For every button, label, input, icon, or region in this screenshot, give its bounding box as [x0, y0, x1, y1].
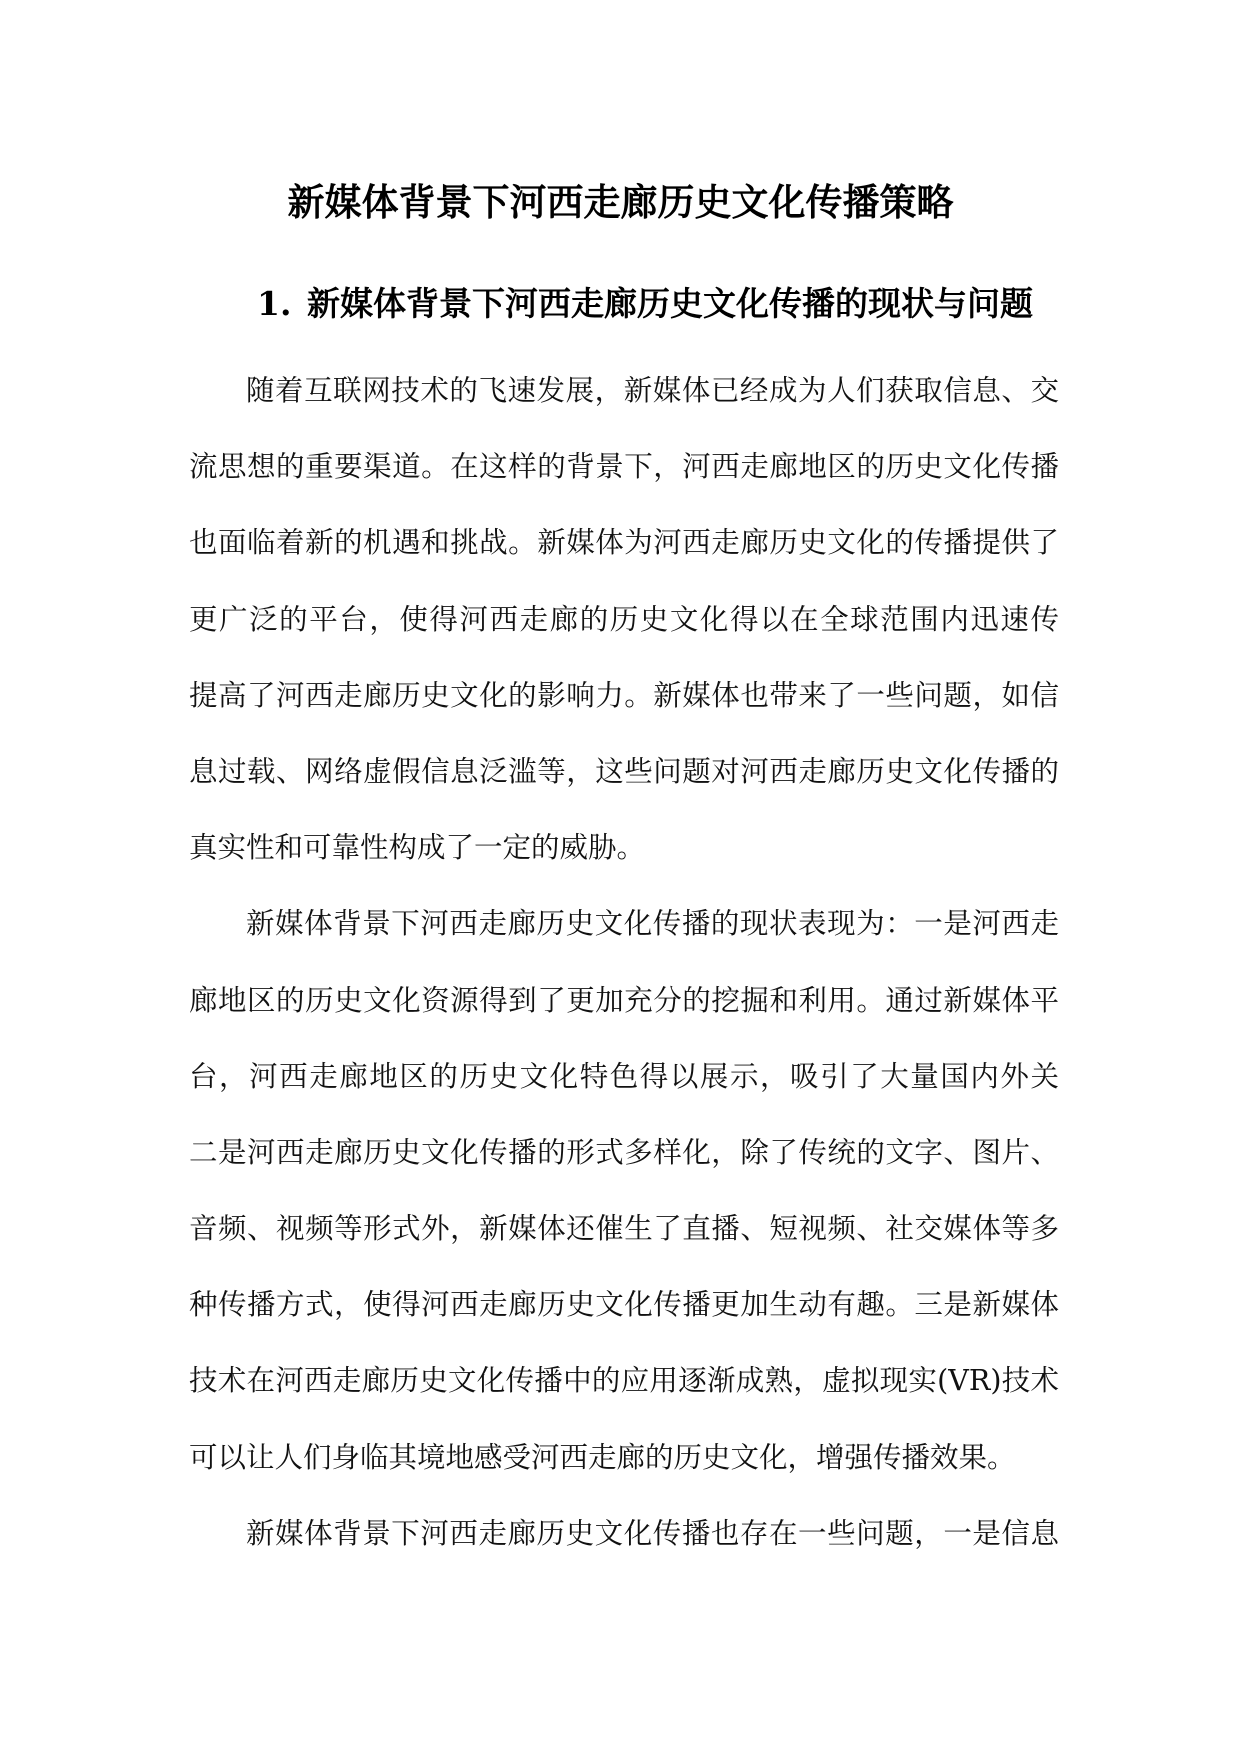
- section-heading-text: 新媒体背景下河西走廊历史文化传播的现状与问题: [307, 284, 1033, 323]
- paragraph-1-line: 息过载、网络虚假信息泛滥等，这些问题对河西走廊历史文化传播的: [189, 754, 1059, 788]
- section-heading: [257, 280, 1057, 328]
- body-text: [189, 353, 1059, 1572]
- paragraph-1-line: 更广泛的平台，使得河西走廊的历史文化得以在全球范围内迅速传: [189, 602, 1059, 636]
- paragraph-2-line: 技术在河西走廊历史文化传播中的应用逐渐成熟，虚拟现实(VR)技术: [189, 1364, 1059, 1398]
- paragraph-1-line: 流思想的重要渠道。在这样的背景下，河西走廊地区的历史文化传播: [189, 450, 1059, 484]
- paragraph-3-line: 新媒体背景下河西走廊历史文化传播也存在一些问题，一是信息: [246, 1516, 1059, 1550]
- page-title: 新媒体背景下河西走廊历史文化传播策略: [287, 179, 954, 224]
- paragraph-2-line: 种传播方式，使得河西走廊历史文化传播更加生动有趣。三是新媒体: [189, 1288, 1059, 1322]
- section-number: 1.: [257, 284, 292, 323]
- paragraph-2-line: 台，河西走廊地区的历史文化特色得以展示，吸引了大量国内外关: [189, 1059, 1059, 1093]
- paragraph-1-line: 真实性和可靠性构成了一定的威胁。: [189, 831, 646, 865]
- paragraph-2-line: 音频、视频等形式外，新媒体还催生了直播、短视频、社交媒体等多: [189, 1212, 1059, 1246]
- paragraph-2-line: 二是河西走廊历史文化传播的形式多样化，除了传统的文字、图片、: [189, 1135, 1059, 1169]
- paragraph-2-line: 新媒体背景下河西走廊历史文化传播的现状表现为：一是河西走: [246, 907, 1059, 941]
- paragraph-1-line: 提高了河西走廊历史文化的影响力。新媒体也带来了一些问题，如信: [189, 678, 1059, 712]
- paragraph-1-line: 随着互联网技术的飞速发展，新媒体已经成为人们获取信息、交: [246, 374, 1059, 407]
- paragraph-1-line: 也面临着新的机遇和挑战。新媒体为河西走廊历史文化的传播提供了: [189, 526, 1059, 560]
- paragraph-2-line: 可以让人们身临其境地感受河西走廊的历史文化，增强传播效果。: [189, 1440, 1016, 1474]
- paragraph-2-line: 廊地区的历史文化资源得到了更加充分的挖掘和利用。通过新媒体平: [189, 983, 1059, 1017]
